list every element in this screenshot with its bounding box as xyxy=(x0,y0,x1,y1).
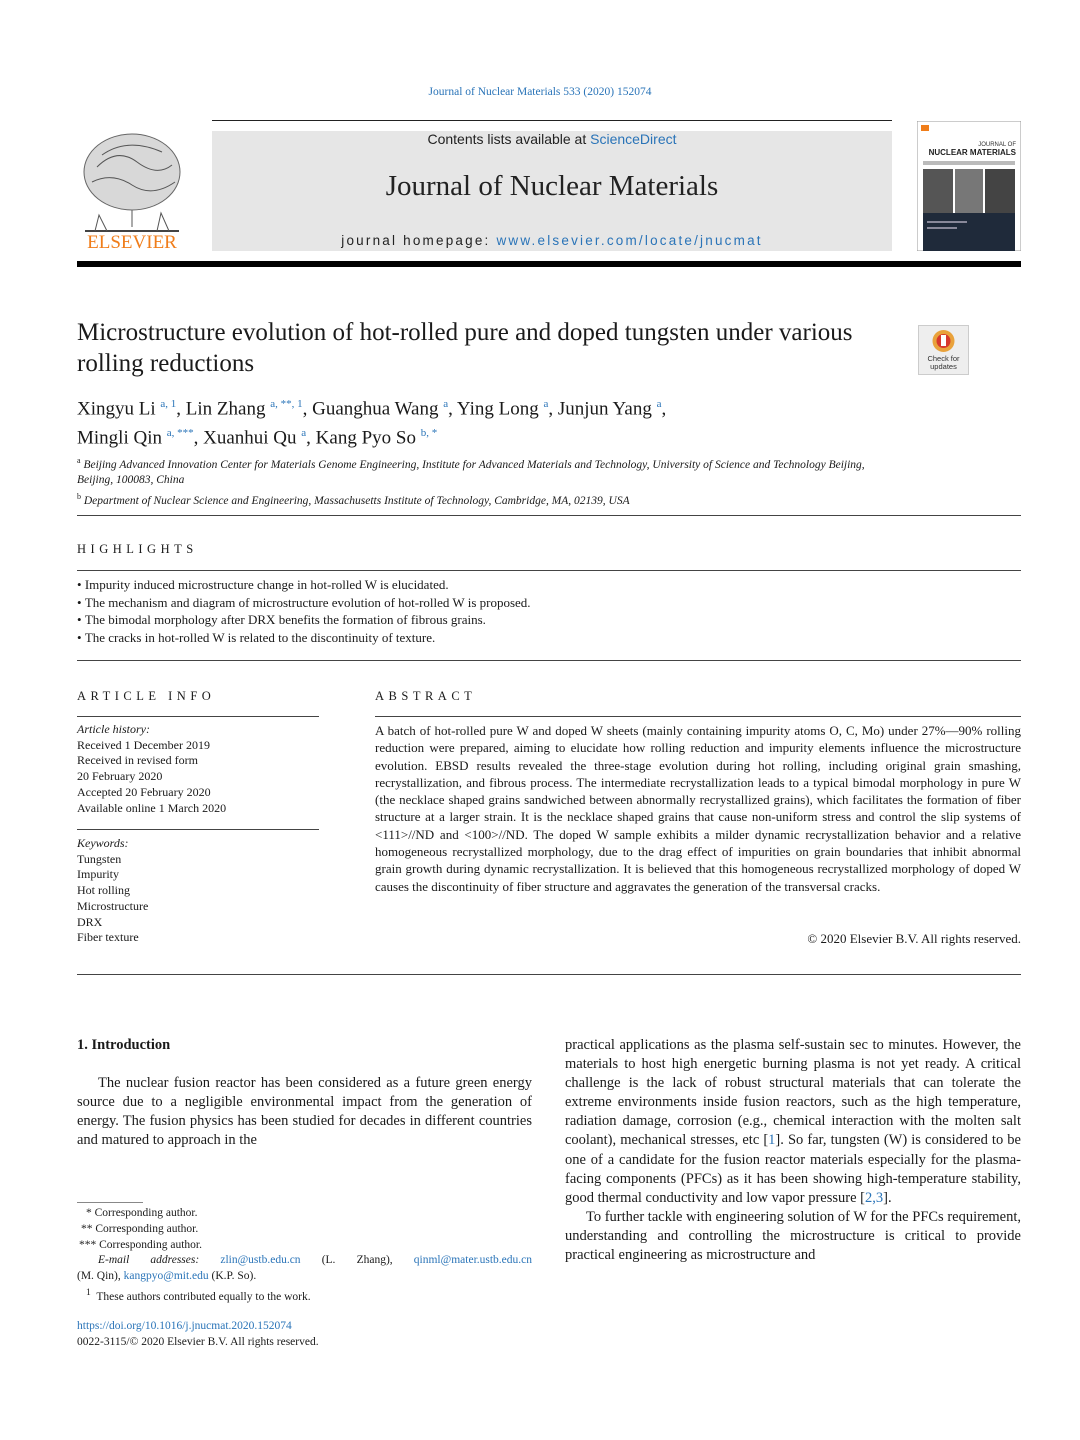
author-name[interactable]: Kang Pyo So xyxy=(315,427,416,449)
section-heading-introduction: 1. Introduction xyxy=(77,1037,171,1053)
keyword[interactable]: Tungsten xyxy=(77,851,122,866)
author-affil-mark[interactable]: a, **, 1 xyxy=(270,398,303,410)
intro-paragraph: To further tackle with engineering solution of W for the PFCs requirement, understanding and controlling the microstructure is critical to provide practical engineering as microstructure and xyxy=(565,1208,1021,1264)
article-info-heading: ARTICLE INFO xyxy=(77,689,216,703)
elsevier-logo xyxy=(77,127,187,252)
keyword[interactable]: Fiber texture xyxy=(77,930,139,945)
highlight-item: • The bimodal morphology after DRX benefits the formation of fibrous grains. xyxy=(77,611,1021,629)
keyword[interactable]: Impurity xyxy=(77,867,119,882)
affiliation-b: $^b$ Department of Nuclear Science and Engineering, Massachusetts Institute of Technology, Cambridge, MA, 02139, USA xyxy=(77,491,630,507)
issn-line: 0022-3115/© 2020 Elsevier B.V. All rights reserved. xyxy=(77,1335,319,1348)
header-rule xyxy=(212,120,892,121)
doi-link[interactable]: https://doi.org/10.1016/j.jnucmat.2020.152074 xyxy=(77,1320,292,1332)
cover-title-2: NUCLEAR MATERIALS xyxy=(928,148,1016,157)
author-affil-mark[interactable]: a xyxy=(656,398,662,410)
homepage-prefix: journal homepage: xyxy=(341,233,497,248)
contents-prefix: Contents lists available at xyxy=(427,131,591,147)
author-name[interactable]: Lin Zhang xyxy=(185,398,266,420)
affiliations xyxy=(77,453,877,509)
highlights-list xyxy=(77,576,1021,646)
article-history xyxy=(77,722,319,816)
highlights-heading: HIGHLIGHTS xyxy=(77,542,198,556)
author-name[interactable]: Mingli Qin xyxy=(77,427,162,449)
intro-column-right xyxy=(565,1036,1021,1265)
divider xyxy=(77,660,1021,661)
author-affil-mark[interactable]: b, * xyxy=(420,427,438,440)
author-name[interactable]: Xingyu Li xyxy=(77,398,156,420)
author-list: Xingyu Li $^{a, 1}$, Lin Zhang $^{a, **, 1}$, Guanghua Wang $^a$, Ying Long $^a$, Junjun Yang $^a$, Mingli Qin $^{a, ***}$, Xuanhui Qu $^a$, Kang Pyo So $^{b, *}$ xyxy=(77,398,667,449)
divider xyxy=(77,829,319,830)
check-updates-line2: updates xyxy=(930,362,957,371)
affiliation-a: $^a$ Beijing Advanced Innovation Center for Materials Genome Engineering, Institute for Advanced Materials and Technology, University of Science and Technology Beijing, Beijing, 100083, China xyxy=(77,456,865,487)
highlight-item: • Impurity induced microstructure change in hot-rolled W is elucidated. xyxy=(77,576,1021,594)
check-for-updates-button[interactable] xyxy=(918,325,969,375)
citation-link[interactable]: 2,3 xyxy=(865,1189,884,1206)
divider xyxy=(77,570,1021,571)
check-updates-line1: Check for xyxy=(927,354,960,363)
keywords-label: Keywords: xyxy=(77,836,129,850)
author-name[interactable]: Junjun Yang xyxy=(557,398,652,420)
abstract-text: A batch of hot-rolled pure W and doped W sheets (mainly containing impurity atoms O, C, Mo) under 27%—90% rolling reduction were prepared, aiming to elucidate how rolling reduction and impurity elements influence the microstructure evolution. EBSD results revealed the three-stage evolution during hot rolling, including original grain smashing, recrystallization, and fibrous process. The intermediate recrystallization leads to a typical bimodal morphology in pure W (the necklace shaped grains sandwiched between abnormally recrystallized grains), which facilitates the formation of fiber structure at a larger strain. It is the necklace shaped grains that cause non-uniform stress and control the slip systems of <111>//ND and <100>//ND. The doped W sample exhibits a milder dynamic recrystallization behavior and a relative homogeneous recrystallized morphology, due to the drag effect of impurities on grain boundaries that inhibit abnormal grain growth during dynamic recrystallization. It is believed that this homogeneous recrystallized morphology of doped W causes the discontinuity of fiber structure and aggravates the generation of the transversal cracks. xyxy=(375,723,1021,894)
author-name[interactable]: Ying Long xyxy=(456,398,539,420)
author-affil-mark[interactable]: a xyxy=(543,398,549,410)
doi-block xyxy=(77,1319,319,1351)
cover-title-1: JOURNAL OF xyxy=(978,142,1016,148)
author-name[interactable]: Xuanhui Qu xyxy=(203,427,297,449)
email-link[interactable]: qinml@mater.ustb.edu.cn xyxy=(413,1254,533,1267)
author-affil-mark[interactable]: a xyxy=(443,398,449,410)
highlight-item: • The cracks in hot-rolled W is related to the discontinuity of texture. xyxy=(77,629,1021,647)
footnote-corresponding: *** Corresponding author. xyxy=(79,1238,202,1251)
homepage-link[interactable]: www.elsevier.com/locate/jnucmat xyxy=(496,233,763,248)
history-item: Available online 1 March 2020 xyxy=(77,800,227,815)
footnotes xyxy=(77,1206,532,1306)
intro-paragraph-left: The nuclear fusion reactor has been considered as a future green energy source due to a negligible environmental impact from the generation of energy. The fusion physics has been studied for decades in different countries and matured to approach in the xyxy=(77,1075,532,1149)
keyword[interactable]: Hot rolling xyxy=(77,883,130,898)
history-item: Received 1 December 2019 xyxy=(77,737,210,752)
intro-paragraph: practical applications as the plasma self-sustain sec to minutes. However, the materials to host high energetic burning plasma is not yet ready. A critical challenge is the lack of robust structural materials that can tolerate the extreme environments inside fusion reactors, such as the high temperature, radiation damage, corrosion (e.g., chemical interaction with the molten salt coolant), mechanical stresses, etc [1]. So far, tungsten (W) is considered to be one of a candidate for the fusion reactor materials especially for the plasma-facing components (PFCs) as it has been showing high-temperature stability, good thermal conductivity and low vapor pressure [2,3]. xyxy=(565,1037,1021,1206)
highlight-item: • The mechanism and diagram of microstructure evolution of hot-rolled W is proposed. xyxy=(77,594,1021,612)
history-item: 20 February 2020 xyxy=(77,769,163,784)
email-link[interactable]: kangpyo@mit.edu xyxy=(123,1270,209,1283)
history-item: Received in revised form xyxy=(77,753,198,768)
sciencedirect-link[interactable]: ScienceDirect xyxy=(590,131,677,147)
keyword[interactable]: Microstructure xyxy=(77,898,149,913)
homepage-line xyxy=(212,233,892,248)
elsevier-wordmark: ELSEVIER xyxy=(87,232,177,252)
journal-title: Journal of Nuclear Materials xyxy=(385,170,719,202)
keyword[interactable]: DRX xyxy=(77,914,103,929)
email-link[interactable]: zlin@ustb.edu.cn xyxy=(220,1254,301,1267)
footnote-corresponding: * Corresponding author. xyxy=(86,1207,198,1219)
divider xyxy=(77,974,1021,975)
journal-cover-thumbnail[interactable] xyxy=(917,121,1021,251)
author-name[interactable]: Guanghua Wang xyxy=(312,398,439,420)
footnote-rule xyxy=(77,1202,143,1203)
footnote-emails-cont: (M. Qin), kangpyo@mit.edu (K.P. So). xyxy=(77,1270,257,1283)
footnote-equal-contribution: $^1$ These authors contributed equally to the work. xyxy=(86,1286,311,1303)
journal-reference[interactable]: Journal of Nuclear Materials 533 (2020) 152074 xyxy=(428,86,652,98)
abstract-heading: ABSTRACT xyxy=(375,689,477,703)
author-affil-mark[interactable]: a, *** xyxy=(166,427,194,440)
citation-link[interactable]: 1 xyxy=(768,1132,776,1149)
divider xyxy=(77,515,1021,516)
author-affil-mark[interactable]: a xyxy=(301,427,307,440)
history-label: Article history: xyxy=(77,722,150,736)
contents-line xyxy=(212,131,892,147)
footnote-emails: E-mail addresses: zlin@ustb.edu.cn (L. Zhang), qinml@mater.ustb.edu.cn xyxy=(98,1254,533,1267)
article-title: Microstructure evolution of hot-rolled pure and doped tungsten under various rolling reductions xyxy=(77,319,853,377)
history-item: Accepted 20 February 2020 xyxy=(77,784,211,799)
divider xyxy=(375,716,1021,717)
header-thick-rule xyxy=(77,261,1021,267)
divider xyxy=(77,716,319,717)
abstract-copyright: © 2020 Elsevier B.V. All rights reserved. xyxy=(807,931,1021,946)
keywords xyxy=(77,836,319,946)
author-affil-mark[interactable]: a, 1 xyxy=(160,398,177,410)
footnote-corresponding: ** Corresponding author. xyxy=(81,1222,199,1235)
